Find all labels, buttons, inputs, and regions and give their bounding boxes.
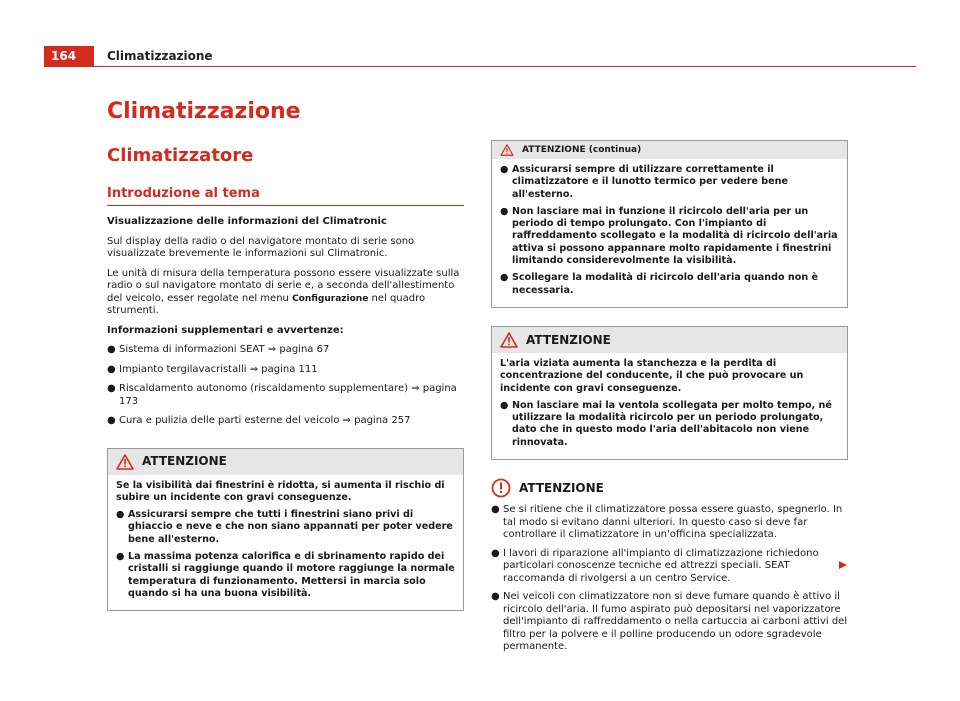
menu-name: Configurazione: [292, 293, 369, 304]
warning-title: ATTENZIONE: [526, 332, 611, 347]
warning-item: ● Assicurarsi sempre che tutti i finestrini siano privi di ghiaccio e neve e che non siano appannati per poter vedere bene all'esterno.: [116, 509, 453, 545]
warning-header: [492, 327, 847, 353]
continue-arrow-icon: [838, 555, 848, 574]
list-item[interactable]: ● Impianto tergilavacristalli ⇒ pagina 111: [107, 363, 318, 375]
list-item[interactable]: ● Cura e pulizia delle parti esterne del veicolo ⇒ pagina 257: [107, 415, 411, 426]
caution-item: ● Se si ritiene che il climatizzatore possa essere guasto, spegnerlo. In tal modo si evitano danni ulteriori. In questo caso si deve far controllare il climatizzatore in un'officina specializzata.: [491, 504, 843, 541]
paragraph-temperature-units: Le unità di misura della temperatura possono essere visualizzate sulla radio o sul navigatore montato di serie e, a seconda dell'allestimento del veicolo, esser regolate nel menu Configurazione nel quadro strumenti.: [107, 267, 460, 316]
warning-triangle-icon: [500, 144, 514, 156]
warning-box-continued: [491, 140, 848, 308]
caution-body: [491, 504, 848, 654]
caution-header: [491, 478, 848, 498]
warning-item: ● Non lasciare mai in funzione il ricircolo dell'aria per un periodo di tempo prolungato. Con l'impianto di raffreddamento scollegato e la modalità di ricircolo dell'aria attiva si possono appannare molto rapidamente i finestrini limitando considerevolmente la visibilità.: [500, 205, 838, 267]
subheading-climatronic-info: Visualizzazione delle informazioni del Climatronic: [107, 216, 387, 227]
paragraph-display-info: Sul display della radio o del navigatore montato di serie sono visualizzate brevemente le informazioni sul Climatronic.: [107, 235, 415, 259]
page-number: 164: [44, 46, 94, 66]
warning-intro: Se la visibilità dai finestrini è ridotta, si aumenta il rischio di subire un incidente con gravi conseguenze.: [116, 479, 445, 503]
caution-title: ATTENZIONE: [519, 480, 604, 495]
warning-title: ATTENZIONE: [142, 454, 227, 469]
warning-item: ● Scollegare la modalità di ricircolo dell'aria quando non è necessaria.: [500, 272, 819, 296]
caution-note: [491, 478, 848, 654]
running-header-title: Climatizzazione: [107, 49, 213, 63]
chapter-title: Climatizzazione: [107, 99, 301, 124]
subsection-title: Introduzione al tema: [107, 186, 260, 201]
warning-body: [108, 475, 463, 611]
warning-title: ATTENZIONE (continua): [522, 144, 642, 155]
warning-item: ● La massima potenza calorifica e di sbrinamento rapido dei cristalli si raggiunge quando il motore raggiunge la normale temperatura di funzionamento. Mettersi in marcia solo quando si ha una buona visibilità.: [116, 550, 455, 599]
warning-triangle-icon: [116, 454, 134, 470]
caution-item: ● Nei veicoli con climatizzatore non si deve fumare quando è attivo il ricircolo dell'aria. Il fumo aspirato può depositarsi nel vaporizzatore dell'impianto di raffreddamento o nella cartuccia ai carboni attivi del filtro per la polvere e il polline producendo un odore sgradevole permanente.: [491, 591, 848, 653]
warning-box-visibility: [107, 448, 464, 612]
warning-body: [492, 159, 847, 307]
left-column: [107, 216, 464, 629]
header-rule: [44, 66, 916, 67]
section-title: Climatizzatore: [107, 145, 254, 166]
right-column: [491, 140, 848, 660]
warning-body: [492, 353, 847, 459]
subsection-rule: [107, 205, 464, 206]
caution-item: ● I lavori di riparazione all'impianto di climatizzazione richiedono particolari conoscenze tecniche ed attrezzi speciali. SEAT raccomanda di rivolgersi a un centro Service.: [491, 547, 819, 584]
warning-item: ● Non lasciare mai la ventola scollegata per molto tempo, né utilizzare la modalità ricircolo per un periodo prolungato, dato che in questo modo l'aria dell'abitacolo non viene rinnovata.: [500, 399, 832, 448]
list-item[interactable]: ● Sistema di informazioni SEAT ⇒ pagina 67: [107, 344, 330, 355]
warning-item: ● Assicurarsi sempre di utilizzare correttamente il climatizzatore e il lunotto termico per vedere bene all'esterno.: [500, 164, 789, 200]
warning-intro: L'aria viziata aumenta la stanchezza e la perdita di concentrazione del conducente, il che può provocare un incidente con gravi conseguenze.: [500, 357, 804, 394]
warning-box-stale-air: [491, 326, 848, 460]
subheading-additional-info: Informazioni supplementari e avvertenze:: [107, 324, 344, 336]
caution-exclamation-icon: [491, 478, 511, 498]
warning-header: [492, 141, 847, 159]
list-item[interactable]: ● Riscaldamento autonomo (riscaldamento supplementare) ⇒ pagina 173: [107, 383, 457, 407]
warning-triangle-icon: [500, 332, 518, 348]
warning-header: [108, 449, 463, 475]
